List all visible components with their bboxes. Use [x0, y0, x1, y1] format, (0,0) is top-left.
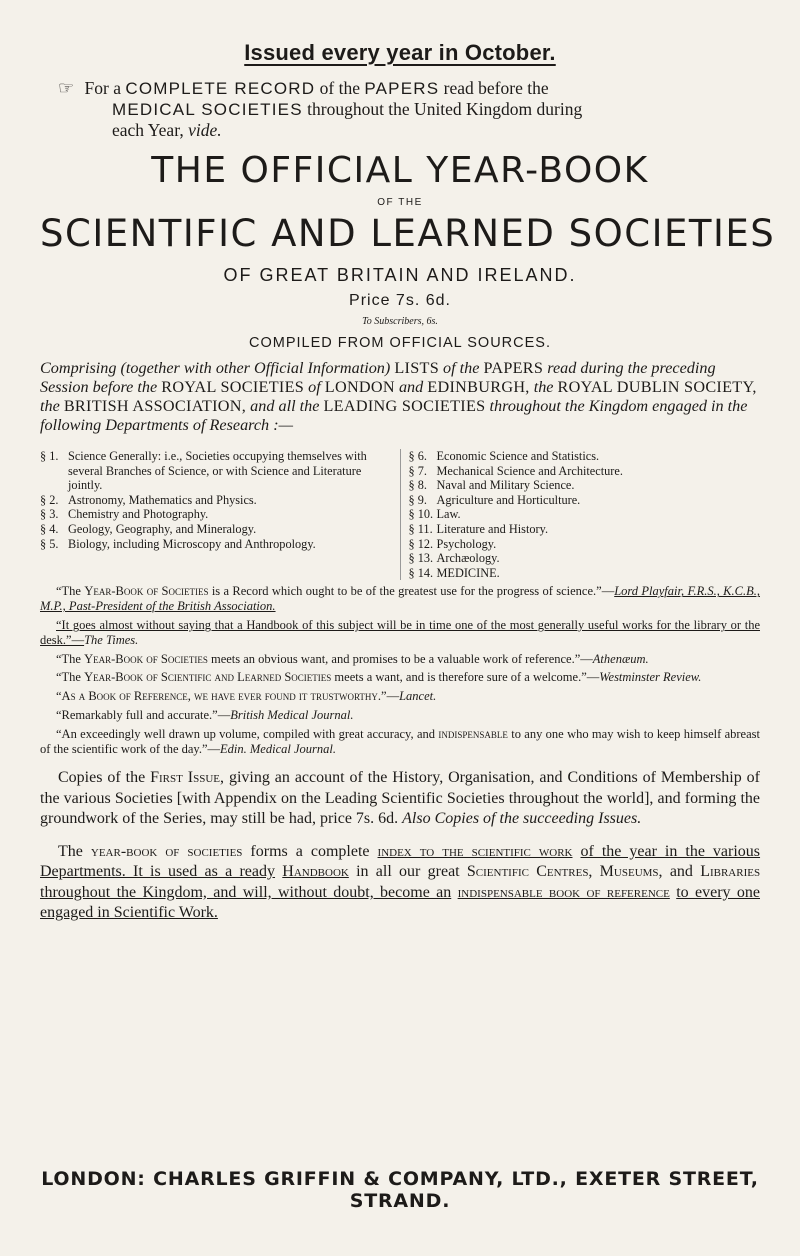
- department-number: § 6.: [408, 449, 427, 463]
- quote-westminster: [40, 670, 760, 685]
- departments-list: [40, 449, 760, 580]
- index-libraries: Libraries: [700, 863, 761, 881]
- comprising-leading-societies: LEADING SOCIETIES: [323, 397, 486, 415]
- comprising-royal-societies: ROYAL SOCIETIES: [161, 378, 305, 396]
- department-item: [40, 507, 392, 522]
- copies-paragraph: [40, 768, 760, 830]
- index-text-e: and: [669, 863, 693, 881]
- publisher-footer: LONDON: CHARLES GRIFFIN & COMPANY, LTD., EXETER STREET, STRAND.: [41, 1168, 759, 1212]
- quote-bmj: [40, 708, 760, 723]
- quote-text: “As a Book of Reference, we have ever found it trustworthy.”—: [56, 689, 400, 704]
- copies-first-issue: First Issue,: [150, 769, 225, 787]
- index-paragraph: [40, 842, 760, 924]
- quote-open: “The: [56, 651, 81, 666]
- complete-record-notice: [58, 78, 760, 140]
- department-number: § 3.: [40, 507, 59, 522]
- quote-open: “The: [56, 584, 81, 599]
- quote-text: “An exceedingly well drawn up volume, compiled with great accuracy, and: [56, 726, 436, 741]
- comprising-and: and: [398, 378, 424, 396]
- compiled-line: COMPILED FROM OFFICIAL SOURCES.: [249, 335, 551, 351]
- comprising-london: LONDON: [324, 378, 395, 396]
- comprising-edinburgh: EDINBURGH,: [427, 378, 530, 396]
- department-number: § 12.: [408, 536, 434, 551]
- department-item: [409, 464, 761, 479]
- record-papers: PAPERS: [364, 79, 440, 98]
- department-text: MEDICINE.: [436, 565, 500, 580]
- copies-text: Copies of the: [58, 769, 146, 787]
- department-number: § 8.: [408, 478, 427, 493]
- department-item: [40, 522, 392, 537]
- quote-text: meets an obvious want, and promises to be a valuable work of reference.”—: [210, 651, 593, 666]
- index-text-c: of the year in the various Departments. It is used as a ready: [40, 842, 761, 881]
- department-text: Biology, including Microscopy and Anthropology.: [68, 536, 316, 551]
- comprising-the1: the: [533, 378, 554, 396]
- departments-left-column: [40, 449, 401, 580]
- department-text: Psychology.: [436, 536, 497, 551]
- department-item: [40, 449, 392, 493]
- quote-book-title: Year-Book of Scientific and Learned Societies: [84, 670, 332, 685]
- department-text: Literature and History.: [436, 521, 549, 536]
- quote-book-title: Year-Book of Societies: [84, 651, 208, 666]
- comprising-papers: PAPERS: [483, 359, 544, 377]
- quote-text: “It goes almost without saying that a Handbook of this subject will be in time one of the most generally useful works for the library or the desk.”—: [40, 617, 760, 647]
- record-complete-record: COMPLETE RECORD: [125, 79, 316, 98]
- department-number: § 2.: [40, 492, 59, 507]
- copies-also: Also Copies of the succeeding Issues.: [402, 810, 642, 828]
- quote-source: Westminster Review.: [599, 670, 702, 685]
- comprising-lists: LISTS: [394, 359, 439, 377]
- quote-source: Athenæum.: [592, 651, 649, 666]
- comprising-part6: throughout the Kingdom engaged in the following Departments of Research :—: [40, 397, 748, 434]
- pointing-hand-icon: ☞: [58, 78, 75, 98]
- index-text-b: forms a complete: [250, 842, 370, 860]
- comprising-part2: of the: [443, 359, 480, 377]
- quote-playfair: [40, 584, 760, 614]
- record-throughout: throughout the United Kingdom during: [307, 99, 583, 119]
- record-read-before: read before the: [443, 78, 549, 98]
- department-number: § 7.: [408, 463, 427, 478]
- department-item: [409, 566, 761, 581]
- comprising-british-association: BRITISH ASSOCIATION,: [63, 397, 247, 415]
- quote-text: is a Record which ought to be of the greatest use for the progress of science.”—: [211, 584, 615, 599]
- record-lead: For a: [84, 78, 121, 98]
- department-number: § 9.: [408, 492, 427, 507]
- great-britain-subtitle: OF GREAT BRITAIN AND IRELAND.: [223, 265, 577, 285]
- quote-edinburgh: [40, 727, 760, 757]
- department-number: § 1.: [40, 449, 59, 463]
- department-number: § 11.: [408, 521, 433, 536]
- quote-text: meets a want, and is therefore sure of a welcome.”—: [334, 670, 600, 685]
- comprising-part4: of: [308, 378, 321, 396]
- record-vide: vide.: [188, 120, 222, 140]
- index-indispensable: indispensable book of reference: [457, 883, 670, 901]
- department-item: [40, 493, 392, 508]
- departments-right-column: [401, 449, 761, 580]
- quote-text-continued: to any one who may wish to keep himself abreast of the scientific work of the day.”—: [40, 726, 760, 756]
- issued-heading: Issued every year in October.: [244, 40, 556, 65]
- department-item: [40, 537, 392, 552]
- quote-lancet: [40, 689, 760, 704]
- comprising-part3: read during the preceding Session before the: [40, 359, 716, 396]
- quote-source: British Medical Journal.: [230, 707, 354, 722]
- department-text: Law.: [436, 507, 461, 522]
- quote-source: Lancet.: [399, 689, 437, 704]
- department-number: § 5.: [40, 536, 59, 551]
- department-item: [409, 551, 761, 566]
- department-item: [409, 493, 761, 508]
- department-number: § 14.: [408, 565, 434, 580]
- price-line: Price 7s. 6d.: [349, 292, 451, 309]
- quote-emphasis: indispensable: [438, 726, 508, 741]
- quote-open: “The: [56, 670, 81, 685]
- index-yearbook: year-book of societies: [90, 842, 243, 860]
- department-text: Archæology.: [436, 551, 500, 566]
- quote-athenaeum: [40, 652, 760, 667]
- department-item: [409, 522, 761, 537]
- scientific-societies-title: SCIENTIFIC AND LEARNED SOCIETIES: [40, 212, 776, 255]
- department-text: Geology, Geography, and Mineralogy.: [68, 521, 257, 536]
- comprising-part5: and all the: [250, 397, 320, 415]
- quote-source: Edin. Medical Journal.: [220, 741, 336, 756]
- index-centres: Scientific Centres, Museums,: [466, 863, 663, 881]
- department-item: [409, 537, 761, 552]
- quote-book-title: Year-Book of Societies: [84, 584, 209, 599]
- department-number: § 10.: [408, 507, 434, 522]
- subscribers-price: To Subscribers, 6s.: [362, 316, 438, 327]
- comprising-part1: Comprising (together with other Official Information): [40, 359, 391, 377]
- department-text: Science Generally: i.e., Societies occupying themselves with several Branches of Science, or with Science and Literature jointly.: [68, 449, 367, 493]
- record-each-year: each Year,: [112, 120, 184, 140]
- quote-source: The Times.: [84, 632, 139, 647]
- index-handbook: Handbook: [282, 863, 349, 881]
- department-text: Chemistry and Photography.: [68, 507, 209, 522]
- comprising-paragraph: [40, 359, 760, 435]
- record-of-the: of the: [319, 78, 360, 98]
- department-text: Astronomy, Mathematics and Physics.: [68, 492, 257, 507]
- department-text: Economic Science and Statistics.: [436, 449, 600, 463]
- index-emphasis: index to the scientific work: [377, 842, 573, 860]
- comprising-the2: the: [40, 397, 60, 415]
- department-number: § 4.: [40, 521, 59, 536]
- department-number: § 13.: [408, 551, 434, 566]
- comprising-royal-dublin: ROYAL DUBLIN SOCIETY,: [557, 378, 757, 396]
- department-item: [409, 449, 761, 464]
- quote-text: “Remarkably full and accurate.”—: [56, 707, 231, 722]
- of-the-label: OF THE: [377, 197, 423, 208]
- department-item: [409, 478, 761, 493]
- department-item: [409, 507, 761, 522]
- department-text: Naval and Military Science.: [436, 478, 575, 493]
- department-text: Mechanical Science and Architecture.: [436, 463, 623, 478]
- official-yearbook-title: THE OFFICIAL YEAR-BOOK: [151, 150, 649, 191]
- index-text-d: in all our great: [356, 863, 460, 881]
- index-text: The: [58, 842, 83, 860]
- index-text-f: throughout the Kingdom, and will, without doubt, become an: [40, 883, 452, 901]
- quote-times: [40, 618, 760, 648]
- department-text: Agriculture and Horticulture.: [436, 492, 581, 507]
- index-text-g: to every one engaged in Scientific Work.: [40, 883, 760, 922]
- record-medical-societies: MEDICAL SOCIETIES: [112, 100, 303, 119]
- copies-body: giving an account of the History, Organisation, and Conditions of Membership of the various Societies [with Appendix on the Leading Scientific Societies throughout the world], and forming the groundwork of the Series, may still be had, price 7s. 6d.: [40, 769, 761, 828]
- quote-source: Lord Playfair, F.R.S., K.C.B., M.P., Past-President of the British Association.: [40, 584, 760, 614]
